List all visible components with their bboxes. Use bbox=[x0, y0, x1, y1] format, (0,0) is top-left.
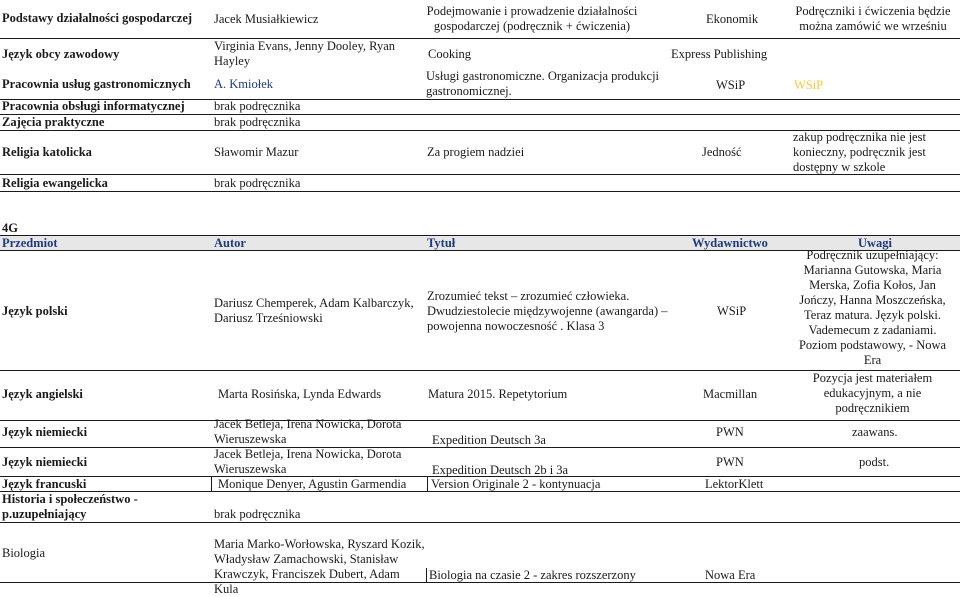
author-cell: Jacek Betleja, Irena Nowicka, Dorota Wieruszewska bbox=[214, 447, 402, 476]
note-cell: WSiP bbox=[794, 78, 824, 92]
title-cell: Matura 2015. Repetytorium bbox=[428, 387, 568, 401]
subject-cell: Podstawy działalności gospodarczej bbox=[2, 11, 193, 25]
author-cell: brak podręcznika bbox=[214, 115, 301, 129]
publisher-cell: PWN bbox=[716, 425, 744, 439]
publisher-cell: PWN bbox=[716, 455, 744, 469]
subject-cell: Pracownia obsługi informatycznej bbox=[2, 99, 185, 113]
author-cell: Jacek Betleja, Irena Nowicka, Dorota Wieruszewska bbox=[214, 417, 402, 446]
note-cell: podst. bbox=[859, 455, 890, 469]
title-cell: Expedition Deutsch 2b i 3a bbox=[432, 463, 569, 477]
subject-cell: Religia katolicka bbox=[2, 145, 92, 159]
author-cell: Marta Rosińska, Lynda Edwards bbox=[218, 387, 382, 401]
title-cell: Biologia na czasie 2 - zakres rozszerzony bbox=[429, 568, 636, 582]
subject-cell: Język angielski bbox=[2, 387, 83, 401]
title-cell: Zrozumieć tekst – zrozumieć człowieka. Dwudziestolecie międzywojenne (awangarda) – powojenna nowoczesność . Klasa 3 bbox=[427, 289, 668, 333]
subject-cell: Język polski bbox=[2, 304, 68, 318]
note-cell: Podręczniki i ćwiczenia będzie można zamówić we wrześniu bbox=[795, 4, 951, 33]
note-cell: zakup podręcznika nie jest konieczny, podręcznik jest dostępny w szkole bbox=[793, 130, 926, 174]
publisher-cell: Express Publishing bbox=[671, 47, 768, 61]
header-note: Uwagi bbox=[858, 236, 893, 250]
header-subject: Przedmiot bbox=[2, 236, 58, 250]
subject-cell: Język niemiecki bbox=[2, 425, 88, 439]
author-cell: Monique Denyer, Agustin Garmendia bbox=[218, 477, 407, 491]
section-label: 4G bbox=[2, 221, 18, 235]
title-cell: Za progiem nadziei bbox=[427, 145, 525, 159]
subject-cell: Pracownia usług gastronomicznych bbox=[2, 77, 191, 91]
publisher-cell: WSiP bbox=[716, 78, 746, 92]
author-cell: brak podręcznika bbox=[214, 99, 301, 113]
note-cell: Podręcznik uzupełniający: Marianna Gutowska, Maria Merska, Zofia Kołos, Jan Jończy, Hanna Moszczeńska, Teraz matura. Język polski. Vademecum z zadaniami. Poziom podstawowy, - Nowa Era bbox=[798, 248, 947, 367]
subject-cell: Religia ewangelicka bbox=[2, 176, 108, 190]
author-cell: Maria Marko-Worłowska, Ryszard Kozik, Władysław Zamachowski, Stanisław Krawczyk, Franciszek Dubert, Adam Kula bbox=[214, 537, 425, 596]
publisher-cell: WSiP bbox=[717, 304, 747, 318]
subject-cell: Biologia bbox=[2, 546, 46, 560]
subject-cell: Język niemiecki bbox=[2, 455, 88, 469]
note-cell: Pozycja jest materiałem edukacyjnym, a nie podręcznikiem bbox=[812, 371, 933, 415]
title-cell: Podejmowanie i prowadzenie działalności gospodarczej (podręcznik + ćwiczenia) bbox=[426, 4, 638, 33]
author-cell: Jacek Musiałkiewicz bbox=[214, 12, 319, 26]
title-cell: Expedition Deutsch 3a bbox=[432, 433, 546, 447]
title-cell: Usługi gastronomiczne. Organizacja produkcji gastronomicznej. bbox=[426, 69, 660, 98]
note-cell: zaawans. bbox=[852, 425, 898, 439]
publisher-cell: LektorKlett bbox=[705, 477, 764, 491]
subject-cell: Język francuski bbox=[2, 477, 87, 491]
subject-cell: Historia i społeczeństwo - p.uzupełniający bbox=[2, 492, 138, 521]
header-publisher: Wydawnictwo bbox=[692, 236, 768, 250]
title-cell: Version Originale 2 - kontynuacja bbox=[431, 477, 601, 491]
publisher-cell: Macmillan bbox=[703, 387, 758, 401]
author-cell: A. Kmiołek bbox=[214, 77, 274, 91]
author-cell: brak podręcznika bbox=[214, 507, 301, 521]
publisher-cell: Nowa Era bbox=[705, 568, 756, 582]
author-cell: brak podręcznika bbox=[214, 176, 301, 190]
publisher-cell: Jedność bbox=[702, 145, 742, 159]
subject-cell: Zajęcia praktyczne bbox=[2, 115, 105, 129]
author-cell: Virginia Evans, Jenny Dooley, Ryan Hayley bbox=[214, 39, 396, 68]
title-cell: Cooking bbox=[428, 47, 472, 61]
header-title: Tytuł bbox=[427, 236, 456, 250]
author-cell: Dariusz Chemperek, Adam Kalbarczyk, Dariusz Trześniowski bbox=[214, 296, 414, 325]
author-cell: Sławomir Mazur bbox=[214, 145, 299, 159]
header-author: Autor bbox=[214, 236, 246, 250]
subject-cell: Język obcy zawodowy bbox=[2, 47, 120, 61]
publisher-cell: Ekonomik bbox=[706, 12, 759, 26]
